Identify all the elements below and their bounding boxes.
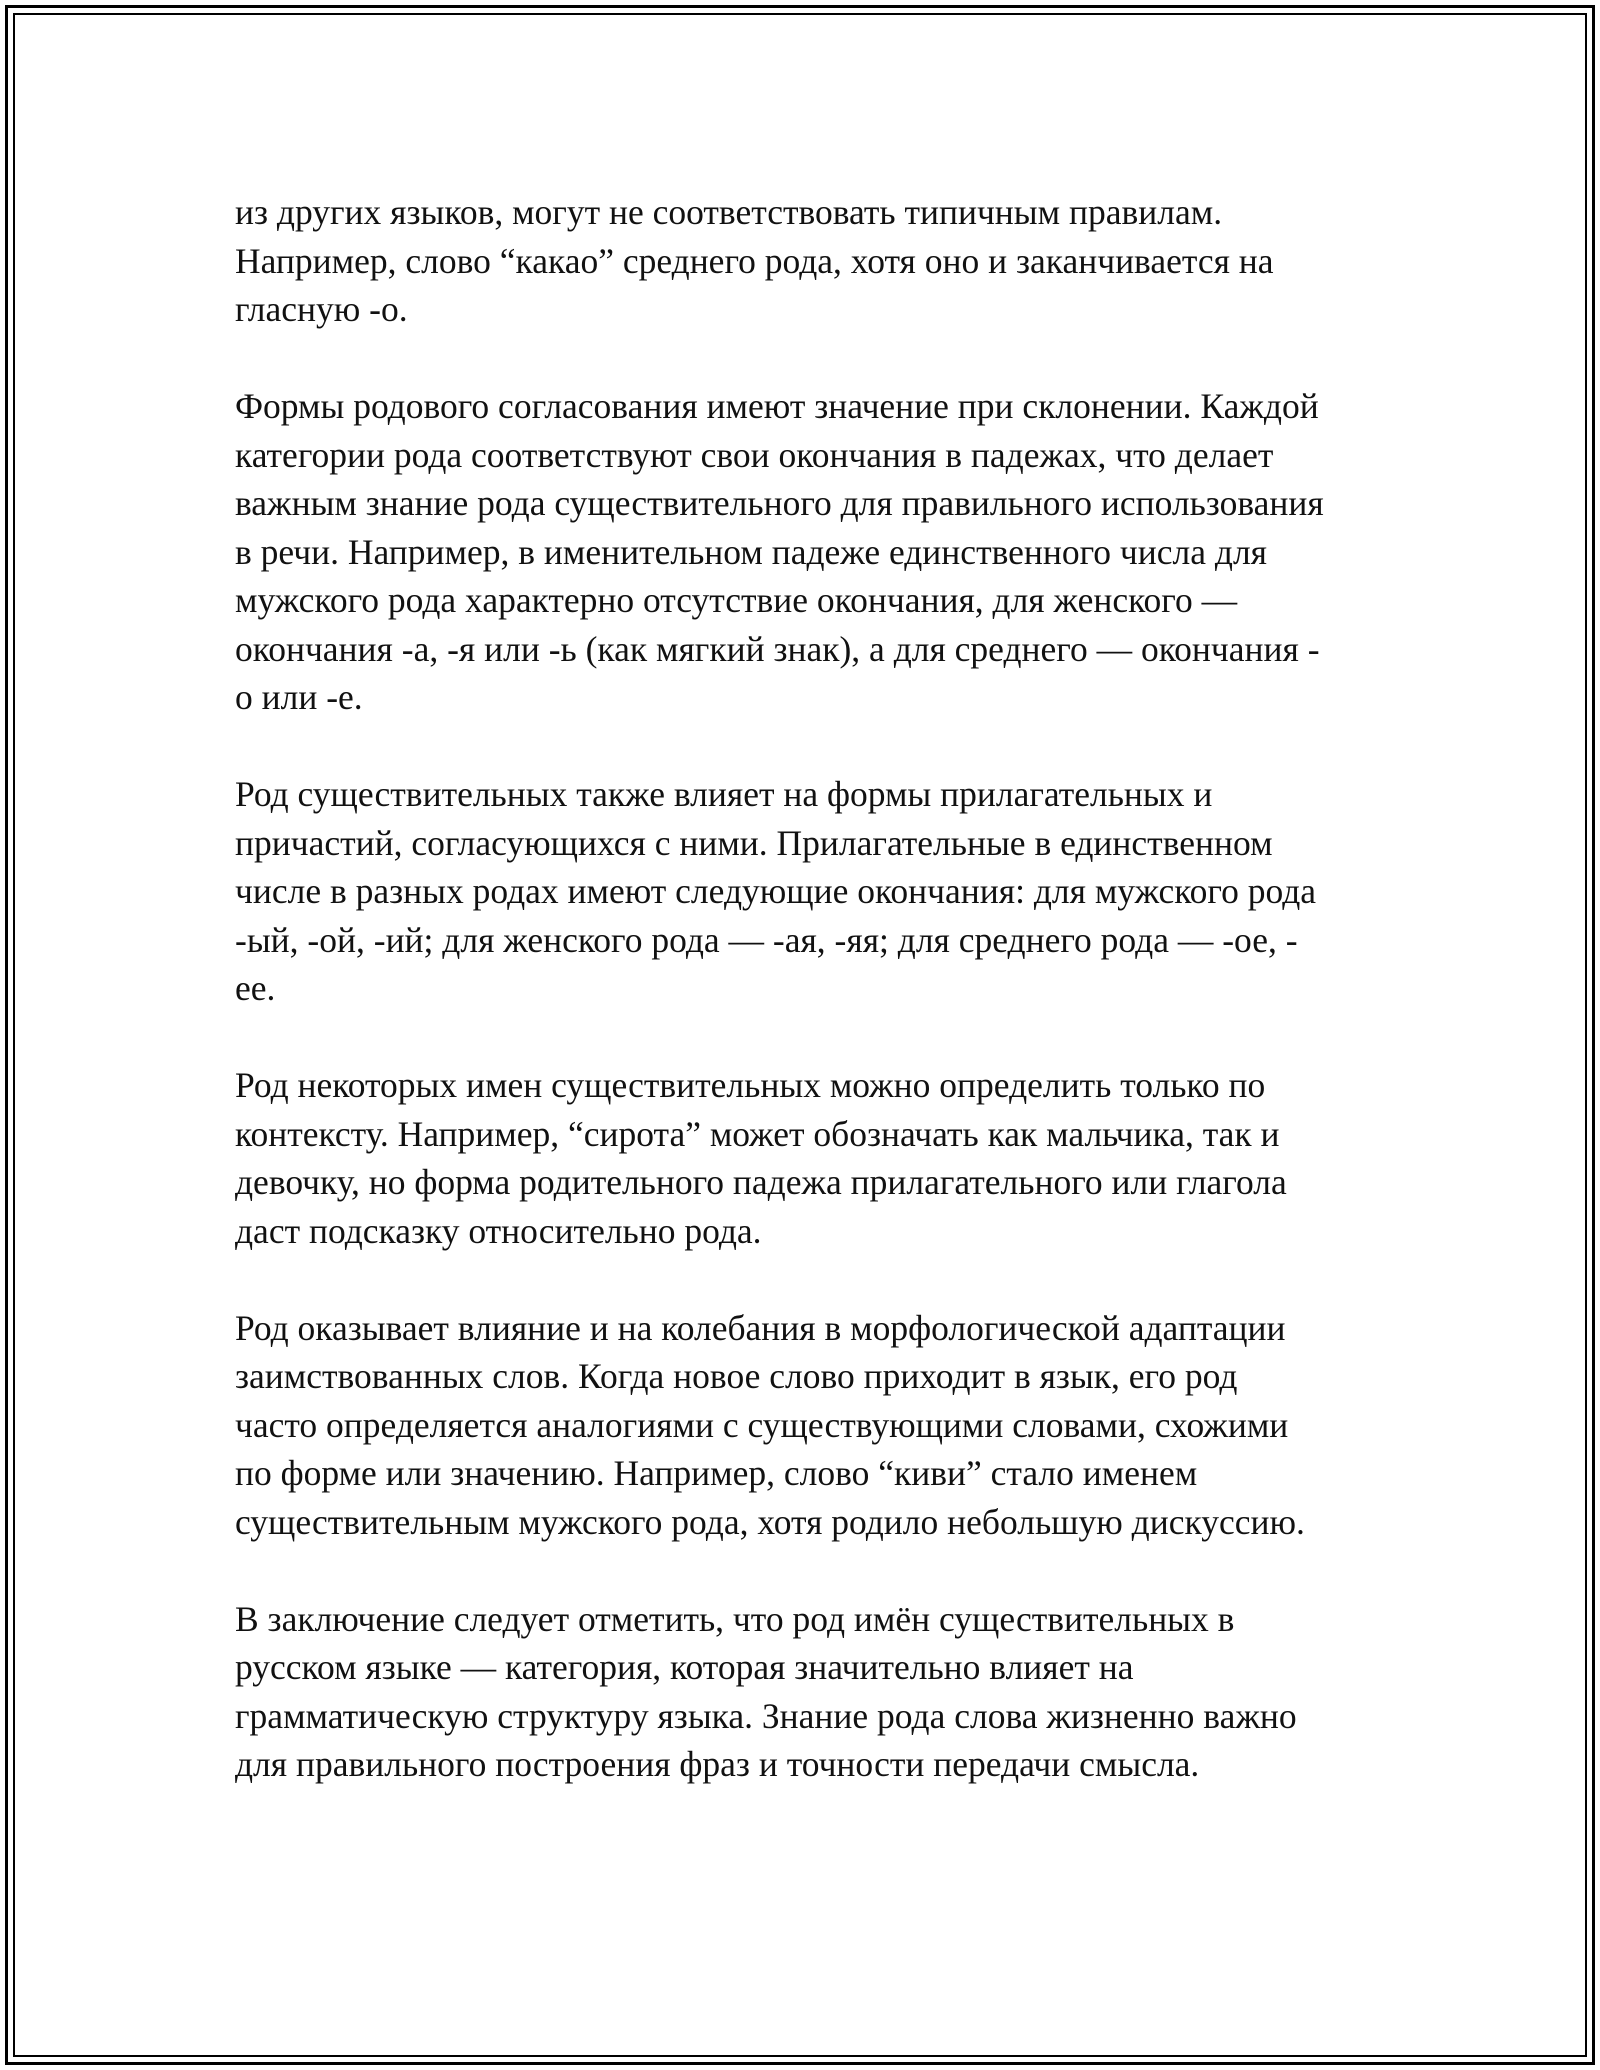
text-line: В заключение следует отметить, что род имён существительных в: [235, 1598, 1235, 1639]
text-line: Род некоторых имен существительных можно определить только по: [235, 1065, 1266, 1105]
text-line: Формы родового согласования имеют значение при склонении. Каждой: [235, 386, 1319, 426]
text-line: по форме или значению. Например, слово “киви” стало именем: [235, 1453, 1198, 1493]
text-line: причастий, согласующихся с ними. Прилагательные в единственном: [235, 822, 1273, 863]
text-line: важным знание рода существительного для правильного использования: [235, 483, 1324, 523]
text-line: из других языков, могут не соответствовать типичным правилам.: [235, 192, 1223, 232]
text-line: -ый, -ой, -ий; для женского рода — -ая, -яя; для среднего рода — -ое, -: [235, 919, 1298, 960]
text-line: Род существительных также влияет на формы прилагательных и: [235, 774, 1213, 814]
text-line: Например, слово “какао” среднего рода, хотя оно и заканчивается на: [235, 240, 1274, 281]
text-line: числе в разных родах имеют следующие окончания: для мужского рода: [235, 871, 1317, 911]
paragraph-3: [235, 770, 1375, 1013]
document-body: [235, 188, 1375, 1837]
text-line: в речи. Например, в именительном падеже единственного числа для: [235, 531, 1267, 572]
paragraph-6: [235, 1595, 1375, 1789]
paragraph-5: [235, 1304, 1375, 1547]
text-line: окончания -а, -я или -ь (как мягкий знак), а для среднего — окончания -: [235, 628, 1320, 669]
text-line: категории рода соответствуют свои окончания в падежах, что делает: [235, 434, 1274, 475]
text-line: девочку, но форма родительного падежа прилагательного или глагола: [235, 1162, 1287, 1202]
text-line: даст подсказку относительно рода.: [235, 1210, 762, 1251]
text-line: существительным мужского рода, хотя родило небольшую дискуссию.: [235, 1501, 1305, 1542]
text-line: часто определяется аналогиями с существующими словами, схожими: [235, 1404, 1289, 1445]
text-line: Род оказывает влияние и на колебания в морфологической адаптации: [235, 1307, 1286, 1348]
text-line: мужского рода характерно отсутствие окончания, для женского —: [235, 580, 1238, 620]
text-line: заимствованных слов. Когда новое слово приходит в язык, его род: [235, 1356, 1238, 1396]
paragraph-1: [235, 188, 1375, 334]
text-line: о или -е.: [235, 677, 363, 717]
text-line: ее.: [235, 968, 276, 1008]
text-line: для правильного построения фраз и точности передачи смысла.: [235, 1744, 1200, 1784]
paragraph-4: [235, 1061, 1375, 1255]
text-line: контексту. Например, “сирота” может обозначать как мальчика, так и: [235, 1113, 1280, 1154]
text-line: гласную -о.: [235, 289, 408, 329]
text-line: грамматическую структуру языка. Знание рода слова жизненно важно: [235, 1695, 1297, 1736]
paragraph-2: [235, 382, 1375, 722]
text-line: русском языке — категория, которая значительно влияет на: [235, 1647, 1134, 1687]
